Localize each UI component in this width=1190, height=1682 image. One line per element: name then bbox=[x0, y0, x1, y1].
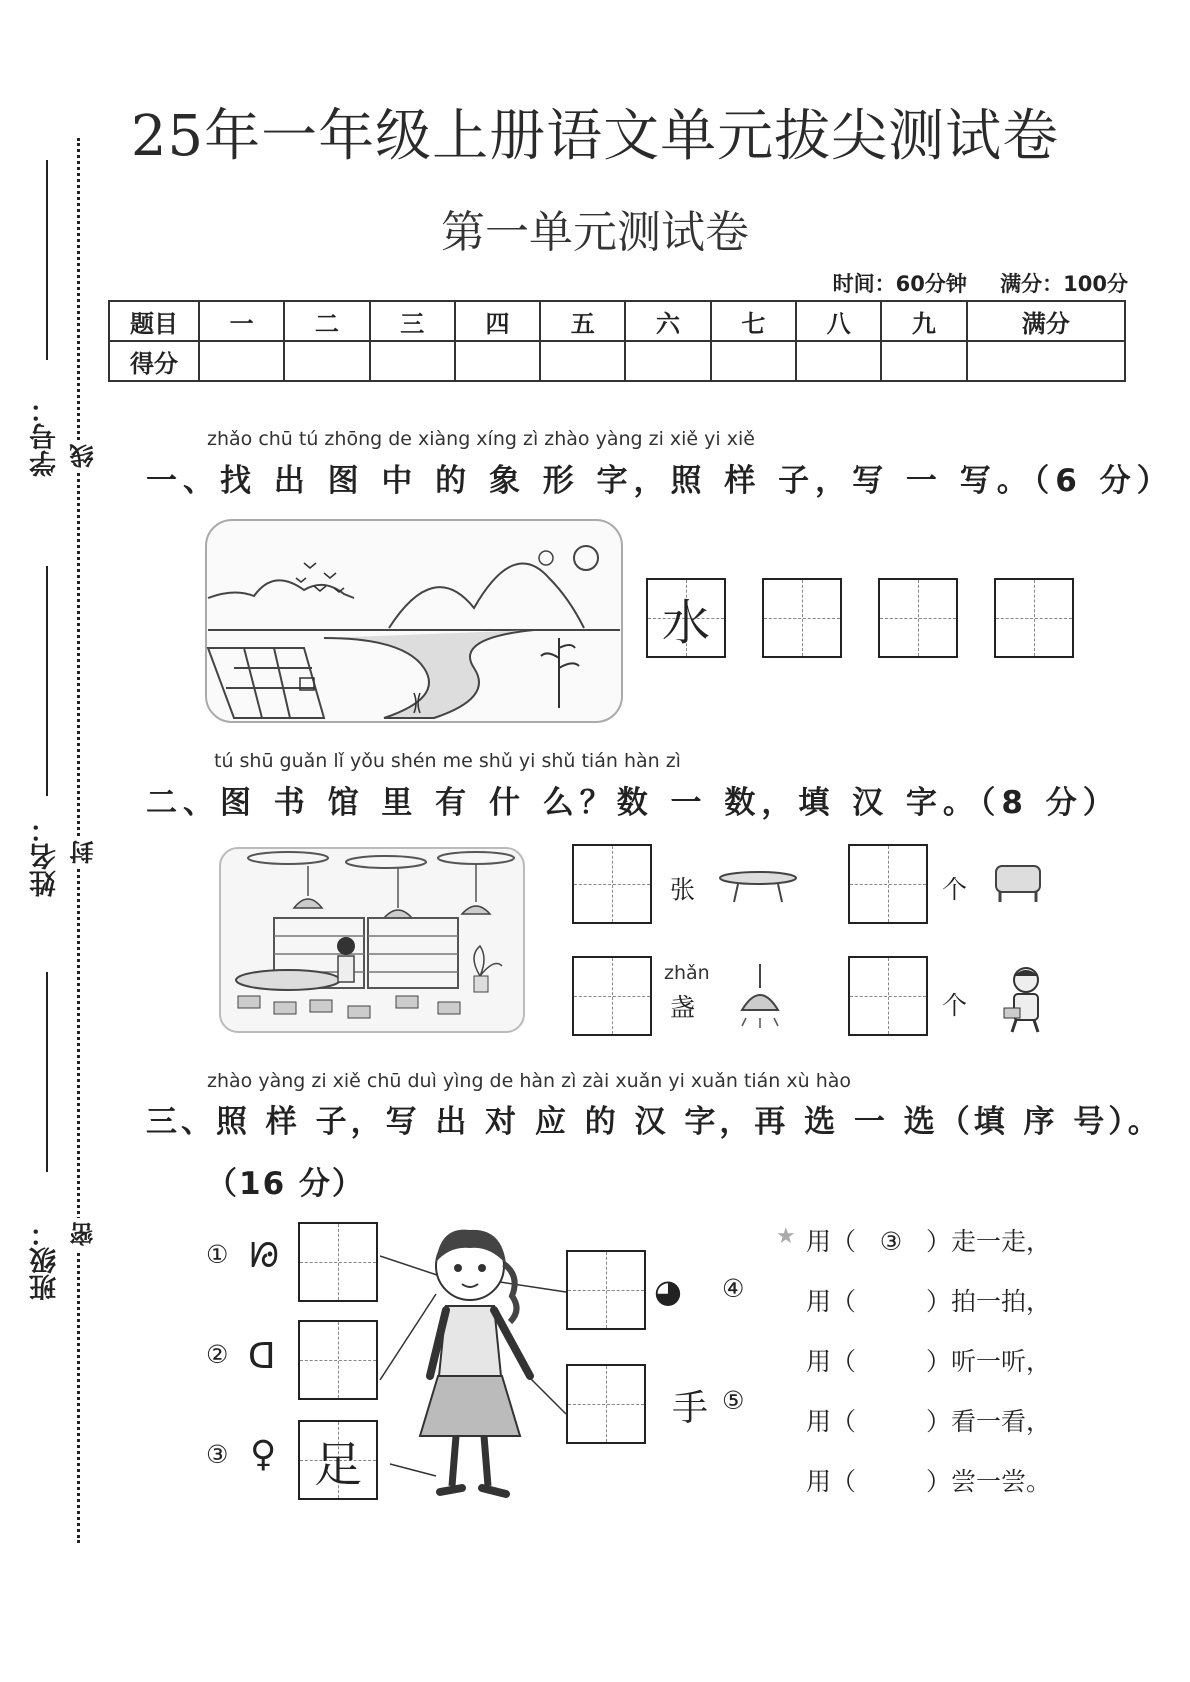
fill-prefix: 用（ bbox=[806, 1347, 857, 1376]
q2-library-illustration bbox=[218, 846, 526, 1034]
score-table-score-row bbox=[109, 341, 1125, 381]
q3-fill-line-4 bbox=[806, 1402, 1051, 1438]
score-cell: 四 bbox=[455, 301, 540, 341]
q3-example-box bbox=[298, 1420, 378, 1500]
q2-measure-stool: 个 bbox=[942, 875, 968, 904]
seal-mi-char: 密 bbox=[66, 1218, 101, 1250]
score-cell: 九 bbox=[881, 301, 966, 341]
q1-answer-box-3[interactable] bbox=[994, 578, 1074, 658]
score-cell: 五 bbox=[540, 301, 625, 341]
score-cell: 二 bbox=[284, 301, 369, 341]
stool-icon bbox=[990, 862, 1046, 906]
score-input-cell[interactable] bbox=[625, 341, 710, 381]
q3-fill-line-1 bbox=[806, 1222, 1051, 1258]
q3-pinyin: zhào yàng zi xiě chū duì yìng de hàn zì zài xuǎn yi xuǎn tián xù hào bbox=[207, 1070, 852, 1092]
seal-line-char: 线 bbox=[66, 440, 101, 472]
ancient-heart-icon: ᘙ bbox=[250, 1236, 279, 1276]
q2-pinyin: tú shū guǎn lǐ yǒu shén me shǔ yi shǔ tián hàn zì bbox=[214, 750, 681, 772]
q2-answer-box-table[interactable] bbox=[572, 844, 652, 924]
ancient-mouth-icon: ᗡ bbox=[248, 1336, 276, 1377]
q2-text: 二、图 书 馆 里 有 什 么？数 一 数，填 汉 字。（8 分） bbox=[146, 785, 1120, 821]
score-cell: 七 bbox=[711, 301, 796, 341]
exam-full-score: 满分：100分 bbox=[1000, 272, 1128, 296]
score-input-cell[interactable] bbox=[967, 341, 1125, 381]
student-no-label: 学号： bbox=[30, 396, 61, 477]
q2-answer-box-lamp[interactable] bbox=[572, 956, 652, 1036]
q3-num-5: ⑤ bbox=[722, 1386, 745, 1415]
fill-suffix: ）看一看， bbox=[926, 1407, 1052, 1436]
score-table bbox=[108, 300, 1126, 382]
score-cell: 八 bbox=[796, 301, 881, 341]
q3-num-3: ③ bbox=[206, 1440, 229, 1469]
q1-example-box bbox=[646, 578, 726, 658]
q2-answer-box-child[interactable] bbox=[848, 956, 928, 1036]
name-label: 姓名： bbox=[30, 816, 61, 897]
ancient-hand-icon: 手 bbox=[672, 1388, 709, 1429]
seal-feng-char: 封 bbox=[66, 836, 101, 868]
q3-num-2: ② bbox=[206, 1340, 229, 1369]
q1-example-char: 水 bbox=[661, 594, 710, 651]
child-reading-icon bbox=[1000, 964, 1046, 1034]
score-cell: 三 bbox=[370, 301, 455, 341]
q2-lamp-pinyin: zhǎn bbox=[664, 962, 710, 984]
class-line[interactable] bbox=[46, 972, 48, 1172]
girl-illustration bbox=[370, 1226, 570, 1506]
q3-num-1: ① bbox=[206, 1240, 229, 1269]
fill-answer-1[interactable]: ③ bbox=[879, 1227, 903, 1256]
fill-suffix: ）尝一尝。 bbox=[926, 1467, 1052, 1496]
q3-fill-line-5 bbox=[806, 1462, 1051, 1498]
score-row-label: 得分 bbox=[109, 341, 199, 381]
score-input-cell[interactable] bbox=[711, 341, 796, 381]
score-input-cell[interactable] bbox=[199, 341, 284, 381]
score-cell: 题目 bbox=[109, 301, 199, 341]
q2-measure-child: 个 bbox=[942, 991, 968, 1020]
student-no-line[interactable] bbox=[46, 160, 48, 360]
fill-suffix: ）听一听， bbox=[926, 1347, 1052, 1376]
exam-meta bbox=[807, 268, 1128, 298]
score-input-cell[interactable] bbox=[881, 341, 966, 381]
q3-answer-box-2[interactable] bbox=[298, 1320, 378, 1400]
page-title: 25年一年级上册语文单元拔尖测试卷 bbox=[130, 104, 1060, 169]
q1-text: 一、找 出 图 中 的 象 形 字，照 样 子，写 一 写。（6 分） bbox=[146, 463, 1174, 499]
fill-prefix: 用（ bbox=[806, 1407, 857, 1436]
fill-suffix: ）拍一拍， bbox=[926, 1287, 1052, 1316]
fill-prefix: 用（ bbox=[806, 1287, 857, 1316]
fill-prefix: 用（ bbox=[806, 1227, 857, 1256]
score-input-cell[interactable] bbox=[540, 341, 625, 381]
score-cell: 一 bbox=[199, 301, 284, 341]
fill-prefix: 用（ bbox=[806, 1467, 857, 1496]
q1-landscape-illustration bbox=[204, 518, 624, 724]
q3-text: 三、照 样 子，写 出 对 应 的 汉 字，再 选 一 选（填 序 号）。 bbox=[146, 1104, 1163, 1140]
exam-time: 时间：60分钟 bbox=[832, 272, 967, 296]
fill-suffix: ）走一走， bbox=[926, 1227, 1052, 1256]
score-cell: 满分 bbox=[967, 301, 1125, 341]
lamp-icon bbox=[732, 962, 788, 1032]
q3-answer-box-5[interactable] bbox=[566, 1364, 646, 1444]
score-cell: 六 bbox=[625, 301, 710, 341]
q1-pinyin: zhǎo chū tú zhōng de xiàng xíng zì zhào yàng zi xiě yi xiě bbox=[207, 428, 755, 450]
table-icon bbox=[716, 870, 800, 904]
q3-fill-line-3 bbox=[806, 1342, 1051, 1378]
q2-measure-lamp: 盏 bbox=[670, 993, 696, 1022]
star-icon: ★ bbox=[776, 1224, 796, 1249]
class-label: 班级： bbox=[30, 1220, 61, 1301]
q3-fill-line-2 bbox=[806, 1282, 1051, 1318]
q2-measure-table: 张 bbox=[670, 875, 696, 904]
q3-score: （16 分） bbox=[206, 1166, 365, 1202]
score-table-header-row bbox=[109, 301, 1125, 341]
q3-answer-box-1[interactable] bbox=[298, 1222, 378, 1302]
score-input-cell[interactable] bbox=[796, 341, 881, 381]
q2-answer-box-stool[interactable] bbox=[848, 844, 928, 924]
score-input-cell[interactable] bbox=[455, 341, 540, 381]
score-input-cell[interactable] bbox=[370, 341, 455, 381]
ancient-eye-icon: ◕ bbox=[654, 1272, 682, 1310]
q3-answer-box-4[interactable] bbox=[566, 1250, 646, 1330]
q3-example-char: 足 bbox=[313, 1436, 362, 1493]
name-line[interactable] bbox=[46, 566, 48, 796]
q1-answer-box-2[interactable] bbox=[878, 578, 958, 658]
q1-answer-box-1[interactable] bbox=[762, 578, 842, 658]
q3-num-4: ④ bbox=[722, 1274, 745, 1303]
unit-subtitle: 第一单元测试卷 bbox=[441, 207, 749, 258]
score-input-cell[interactable] bbox=[284, 341, 369, 381]
ancient-foot-icon: ♀ bbox=[250, 1434, 277, 1475]
